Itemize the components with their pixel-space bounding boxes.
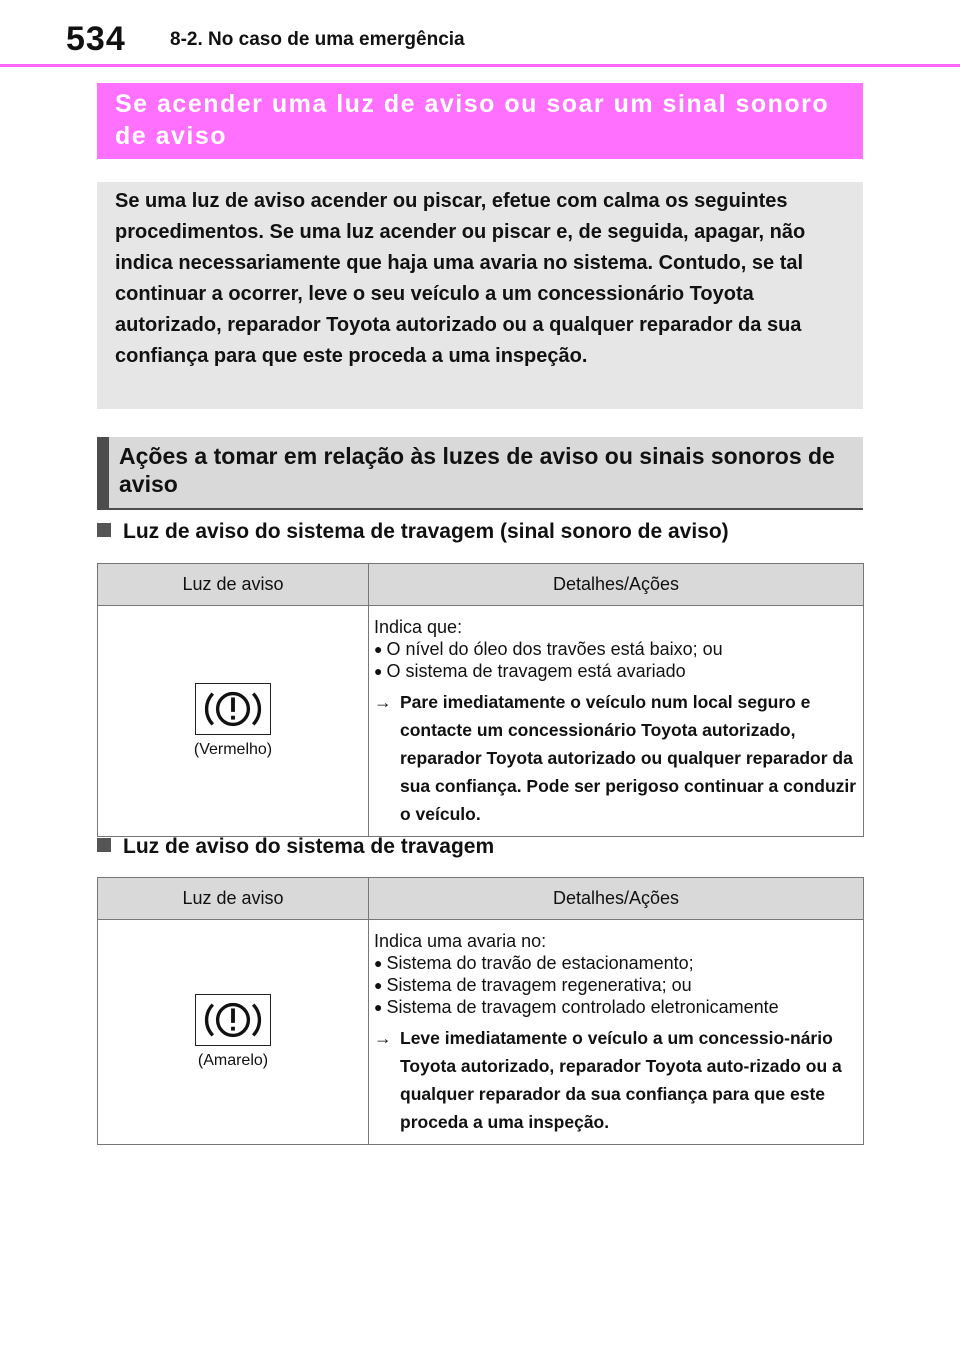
table-row <box>98 920 864 1145</box>
warning-light-cell <box>98 920 369 1145</box>
list-item: ● Sistema de travagem controlado eletronicamente <box>374 996 857 1018</box>
list-item: ● O nível do óleo dos travões está baixo; ou <box>374 638 857 660</box>
action-text: Leve imediatamente o veículo a um concessio-nário Toyota autorizado, reparador Toyota auto-rizado ou a qualquer reparador da sua confiança para que este proceda a uma inspeção. <box>400 1028 842 1132</box>
subsection-heading-1: Luz de aviso do sistema de travagem (sinal sonoro de aviso) <box>97 520 729 544</box>
column-header-details: Detalhes/Ações <box>369 564 864 606</box>
details-intro: Indica que: <box>374 617 463 637</box>
table-header-row <box>98 564 864 606</box>
list-item: ● Sistema do travão de estacionamento; <box>374 952 857 974</box>
column-header-light: Luz de aviso <box>98 878 369 920</box>
page-header <box>0 0 960 66</box>
section-title: 8-2. No caso de uma emergência <box>170 29 465 50</box>
column-header-details: Detalhes/Ações <box>369 878 864 920</box>
warning-table-1 <box>97 563 864 837</box>
table-row <box>98 606 864 837</box>
column-header-light: Luz de aviso <box>98 564 369 606</box>
warning-table-2 <box>97 877 864 1145</box>
brake-warning-icon <box>195 683 271 735</box>
square-bullet-icon <box>97 523 111 537</box>
action-text: Pare imediatamente o veículo num local seguro e contacte um concessionário Toyota autorizado, reparador Toyota autorizado ou qualquer reparador da sua confiança. Pode ser perigoso continuar a conduzir o veículo. <box>400 692 857 824</box>
arrow-right-icon: → <box>374 692 392 712</box>
details-intro: Indica uma avaria no: <box>374 931 547 951</box>
list-item: ● O sistema de travagem está avariado <box>374 660 857 682</box>
list-item: ● Sistema de travagem regenerativa; ou <box>374 974 857 996</box>
header-divider <box>0 64 960 67</box>
details-cell <box>369 920 864 1145</box>
details-cell <box>369 606 864 837</box>
table-header-row <box>98 878 864 920</box>
action-instruction <box>374 1024 857 1136</box>
chapter-title-box: Se acender uma luz de aviso ou soar um sinal sonoro de aviso <box>97 83 863 159</box>
square-bullet-icon <box>97 838 111 852</box>
subsection-heading-2: Luz de aviso do sistema de travagem <box>97 835 494 859</box>
page-number: 534 <box>66 20 126 58</box>
warning-light-cell <box>98 606 369 837</box>
arrow-right-icon: → <box>374 1028 392 1048</box>
brake-warning-icon <box>195 994 271 1046</box>
action-instruction <box>374 688 857 828</box>
light-color-label: (Amarelo) <box>197 1052 269 1069</box>
subsection-title-box: Ações a tomar em relação às luzes de aviso ou sinais sonoros de aviso <box>97 437 863 510</box>
light-color-label: (Vermelho) <box>193 741 273 758</box>
intro-paragraph: Se uma luz de aviso acender ou piscar, efetue com calma os seguintes procedimentos. Se uma luz acender ou piscar e, de seguida, apagar, não indica necessariamente que haja uma avaria no sistema. Contudo, se tal continuar a ocorrer, leve o seu veículo a um concessionário Toyota autorizado, reparador Toyota autorizado ou a qualquer reparador da sua confiança para que este proceda a uma inspeção. <box>97 182 863 409</box>
